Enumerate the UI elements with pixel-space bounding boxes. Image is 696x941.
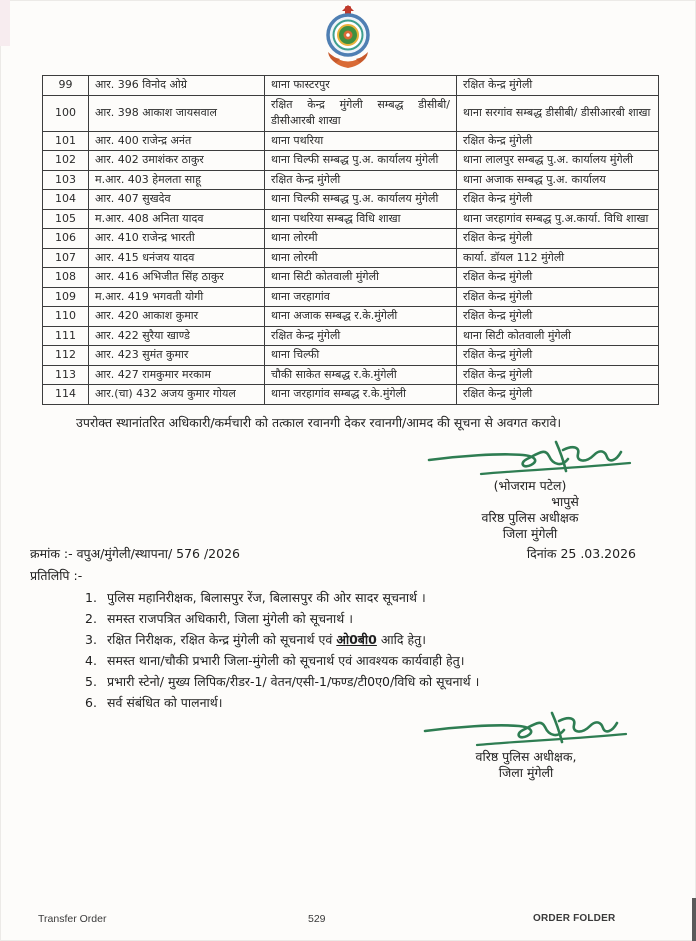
list-item (85, 608, 666, 629)
cell-sno: 105 (43, 209, 89, 229)
cell-to: रक्षित केन्द्र मुंगेली (457, 307, 659, 327)
cell-name: आर. 423 सुमंत कुमार (89, 346, 265, 366)
cell-to: थाना जरहागांव सम्बद्ध पु.अ.कार्या. विधि शाखा (457, 209, 659, 229)
signatory-name: (भोजराम पटेल) (493, 477, 567, 493)
cell-name: आर.(चा) 432 अजय कुमार गोयल (89, 385, 265, 405)
cell-name: आर. 416 अभिजीत सिंह ठाकुर (89, 268, 265, 288)
cell-from: थाना जरहागांव (265, 287, 457, 307)
police-emblem-icon (322, 5, 374, 73)
cell-sno: 114 (43, 385, 89, 405)
list-item (85, 650, 666, 671)
signature-ink-icon (425, 434, 635, 482)
cell-sno: 111 (43, 326, 89, 346)
table-row (43, 170, 659, 190)
table-row (43, 76, 659, 96)
transfer-table (42, 75, 659, 405)
cell-to: रक्षित केन्द्र मुंगेली (457, 76, 659, 96)
signatory-district: जिला मुंगेली (498, 764, 554, 780)
cell-sno: 108 (43, 268, 89, 288)
cell-name: आर. 396 विनोद ओग्रे (89, 76, 265, 96)
cell-name: आर. 415 धनंजय यादव (89, 248, 265, 268)
cell-to: रक्षित केन्द्र मुंगेली (457, 287, 659, 307)
cell-to: कार्या. डॉयल 112 मुंगेली (457, 248, 659, 268)
cell-sno: 112 (43, 346, 89, 366)
cell-to: रक्षित केन्द्र मुंगेली (457, 365, 659, 385)
cell-name: आर. 400 राजेन्द्र अनंत (89, 131, 265, 151)
cell-from: थाना पथरिया (265, 131, 457, 151)
copy-to-label: प्रतिलिपि :- (30, 567, 83, 583)
cell-to: रक्षित केन्द्र मुंगेली (457, 229, 659, 249)
page-footer (0, 913, 696, 929)
table-row (43, 307, 659, 327)
cell-to: रक्षित केन्द्र मुंगेली (457, 346, 659, 366)
cell-from: रक्षित केन्द्र मुंगेली (265, 170, 457, 190)
item-text: सर्व संबंधित को पालनार्थ। (107, 694, 223, 710)
item-text: प्रभारी स्टेनो/ मुख्य लिपिक/रीडर-1/ वेतन/एसी-1/फण्ड/टी0ए0/विधि को सूचनार्थ । (107, 673, 480, 689)
signatory-service: भापुसे (551, 493, 579, 509)
table-row (43, 365, 659, 385)
cell-sno: 113 (43, 365, 89, 385)
cell-name: म.आर. 419 भगवती योगी (89, 287, 265, 307)
signatory-designation: वरिष्ठ पुलिस अधीक्षक, (475, 748, 577, 764)
list-item (85, 587, 666, 608)
scan-artifact (0, 0, 10, 46)
cell-sno: 106 (43, 229, 89, 249)
cell-to: रक्षित केन्द्र मुंगेली (457, 268, 659, 288)
cell-from: थाना चिल्फी (265, 346, 457, 366)
reference-row (30, 545, 636, 562)
cell-from: थाना पथरिया सम्बद्ध विधि शाखा (265, 209, 457, 229)
list-item (85, 671, 666, 692)
signature-block-2 (406, 705, 646, 781)
cell-sno: 107 (43, 248, 89, 268)
table-row (43, 95, 659, 131)
cell-from: चौकी साकेत सम्बद्ध र.के.मुंगेली (265, 365, 457, 385)
signature-ink-icon (421, 705, 631, 753)
cell-name: आर. 420 आकाश कुमार (89, 307, 265, 327)
table-row (43, 326, 659, 346)
item-text: रक्षित निरीक्षक, रक्षित केन्द्र मुंगेली को सूचनार्थ एवं ओ0बी0 आदि हेतु। (107, 631, 426, 647)
cell-from: रक्षित केन्द्र मुंगेली सम्बद्ध डीसीबी/ डीसीआरबी शाखा (265, 95, 457, 131)
footer-page-number: 529 (308, 913, 326, 925)
cell-sno: 110 (43, 307, 89, 327)
table-row (43, 209, 659, 229)
cell-sno: 109 (43, 287, 89, 307)
cell-from: थाना जरहागांव सम्बद्ध र.के.मुंगेली (265, 385, 457, 405)
cell-to: रक्षित केन्द्र मुंगेली (457, 131, 659, 151)
item-number: 4. (85, 652, 97, 668)
cell-sno: 99 (43, 76, 89, 96)
cell-from: थाना सिटी कोतवाली मुंगेली (265, 268, 457, 288)
cell-name: आर. 410 राजेन्द्र भारती (89, 229, 265, 249)
cell-from: थाना लोरमी (265, 229, 457, 249)
cell-name: म.आर. 403 हेमलता साहू (89, 170, 265, 190)
table-row (43, 287, 659, 307)
signatory-designation: वरिष्ठ पुलिस अधीक्षक (481, 509, 579, 525)
cell-sno: 103 (43, 170, 89, 190)
cell-from: थाना लोरमी (265, 248, 457, 268)
table-row (43, 268, 659, 288)
item-number: 2. (85, 610, 97, 626)
footer-document-type: Transfer Order (38, 913, 107, 925)
cell-name: आर. 402 उमाशंकर ठाकुर (89, 151, 265, 171)
table-row (43, 131, 659, 151)
item-text: समस्त राजपत्रित अधिकारी, जिला मुंगेली को सूचनार्थ । (107, 610, 353, 626)
cell-to: थाना सिटी कोतवाली मुंगेली (457, 326, 659, 346)
cell-from: रक्षित केन्द्र मुंगेली (265, 326, 457, 346)
distribution-list (85, 587, 666, 713)
item-number: 6. (85, 694, 97, 710)
table-row (43, 151, 659, 171)
table-row (43, 385, 659, 405)
reference-number: क्रमांक :- वपुअ/मुंगेली/स्थापना/ 576 /2026 (30, 545, 240, 561)
item-number: 1. (85, 589, 97, 605)
signature-block-1 (410, 434, 650, 542)
cell-from: थाना चिल्फी सम्बद्ध पु.अ. कार्यालय मुंगेली (265, 151, 457, 171)
cell-to: थाना लालपुर सम्बद्ध पु.अ. कार्यालय मुंगेली (457, 151, 659, 171)
cell-sno: 104 (43, 190, 89, 210)
cell-to: थाना अजाक सम्बद्ध पु.अ. कार्यालय (457, 170, 659, 190)
table-row (43, 229, 659, 249)
footer-folder-label: ORDER FOLDER (533, 913, 616, 924)
cell-from: थाना चिल्फी सम्बद्ध पु.अ. कार्यालय मुंगेली (265, 190, 457, 210)
instruction-paragraph: उपरोक्त स्थानांतरित अधिकारी/कर्मचारी को तत्काल रवानगी देकर रवानगी/आमद की सूचना से अवगत करावे। (76, 414, 562, 430)
signatory-district: जिला मुंगेली (502, 525, 558, 541)
cell-name: म.आर. 408 अनिता यादव (89, 209, 265, 229)
cell-sno: 102 (43, 151, 89, 171)
cell-sno: 101 (43, 131, 89, 151)
cell-to: थाना सरगांव सम्बद्ध डीसीबी/ डीसीआरबी शाखा (457, 95, 659, 131)
table-row (43, 248, 659, 268)
cell-name: आर. 398 आकाश जायसवाल (89, 95, 265, 131)
header (0, 0, 696, 72)
cell-from: थाना फास्टरपुर (265, 76, 457, 96)
cell-to: रक्षित केन्द्र मुंगेली (457, 385, 659, 405)
cell-name: आर. 422 सुरैया खाण्डे (89, 326, 265, 346)
cell-name: आर. 407 सुखदेव (89, 190, 265, 210)
list-item (85, 629, 666, 650)
item-number: 3. (85, 631, 97, 647)
item-text: समस्त थाना/चौकी प्रभारी जिला-मुंगेली को सूचनार्थ एवं आवश्यक कार्यवाही हेतु। (107, 652, 465, 668)
table-row (43, 190, 659, 210)
item-text: पुलिस महानिरीक्षक, बिलासपुर रेंज, बिलासपुर की ओर सादर सूचनार्थ । (107, 589, 426, 605)
cell-from: थाना अजाक सम्बद्ध र.के.मुंगेली (265, 307, 457, 327)
cell-name: आर. 427 रामकुमार मरकाम (89, 365, 265, 385)
cell-to: रक्षित केन्द्र मुंगेली (457, 190, 659, 210)
cell-sno: 100 (43, 95, 89, 131)
emphasized-text: ओ0बी0 (336, 631, 377, 647)
table-row (43, 346, 659, 366)
item-number: 5. (85, 673, 97, 689)
order-date: दिनांक 25 .03.2026 (526, 545, 636, 561)
